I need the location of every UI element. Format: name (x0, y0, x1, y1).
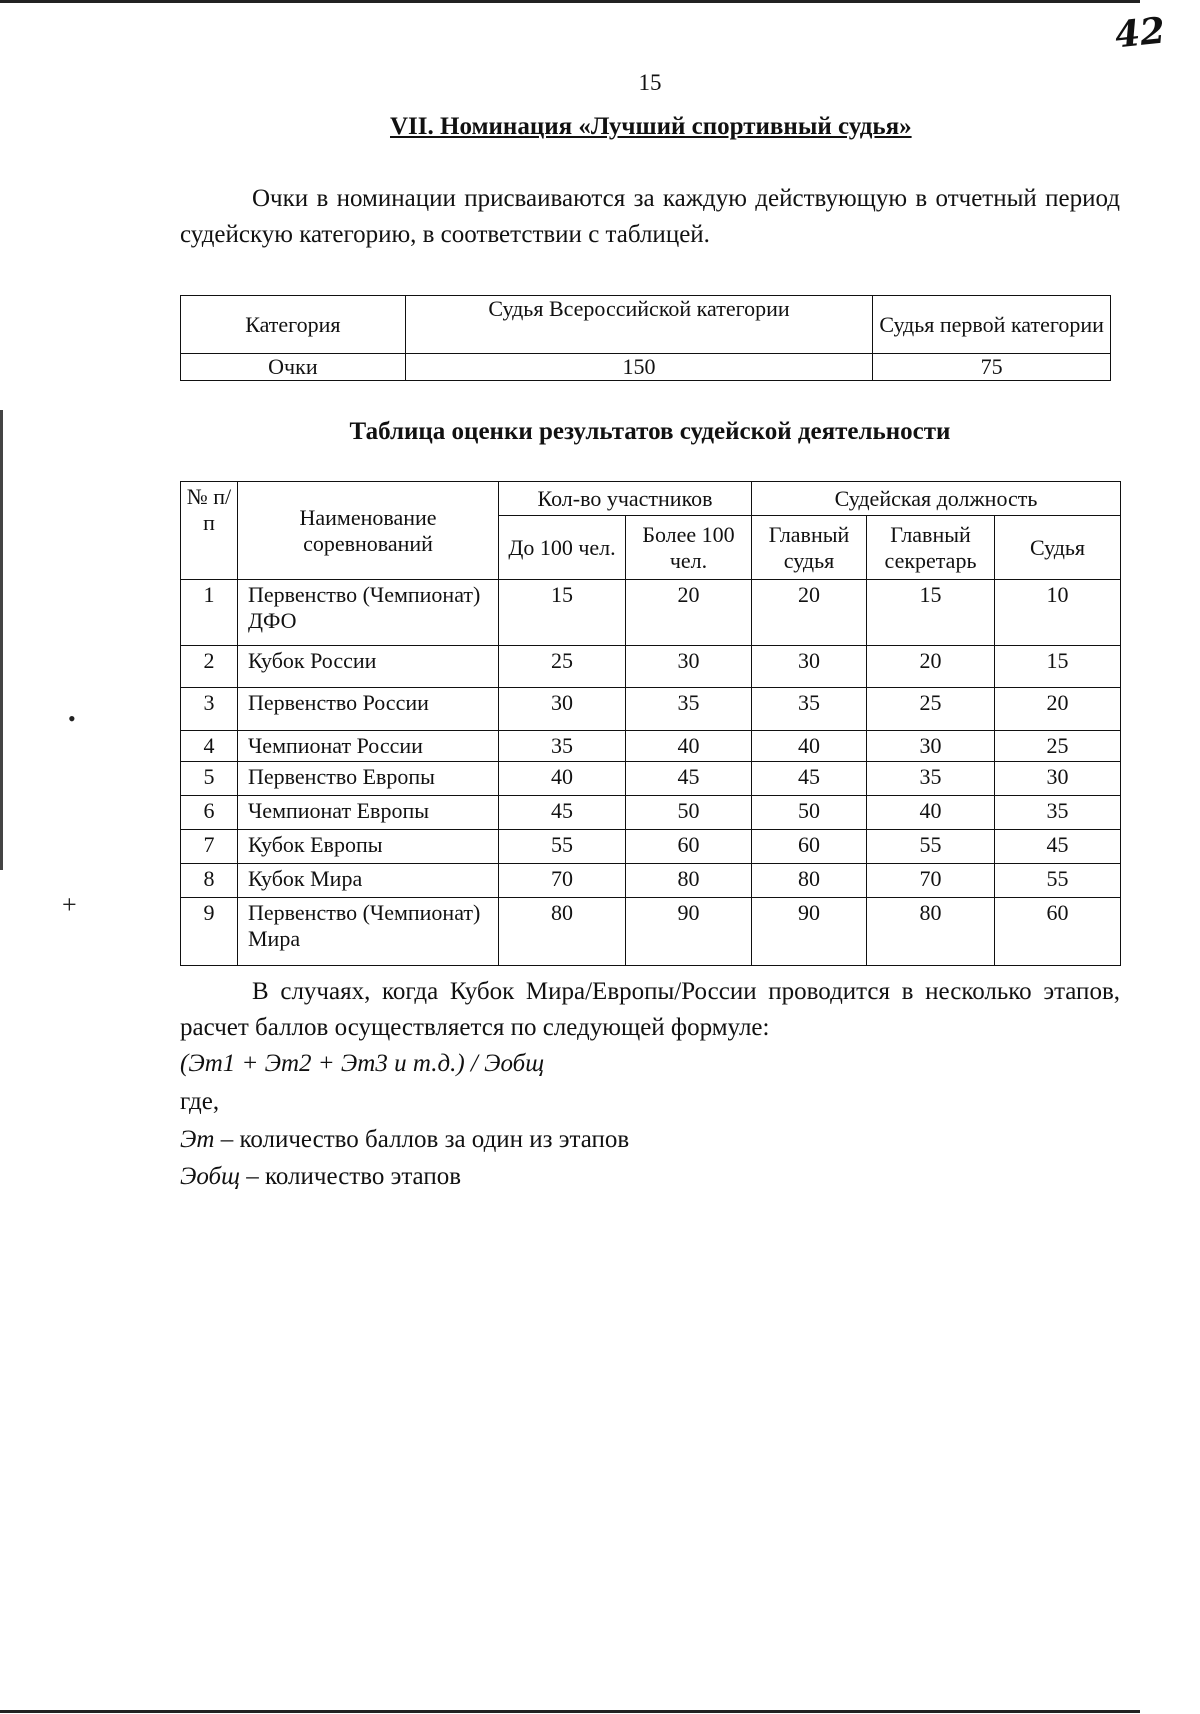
category-header: Категория (181, 296, 406, 354)
page-number: 15 (638, 70, 662, 95)
cell-value: 80 (867, 898, 995, 966)
definition-stage-count (180, 1163, 461, 1191)
cell-value: 15 (867, 580, 995, 646)
cell-value: 40 (867, 796, 995, 830)
competition-name: Кубок Мира (238, 864, 499, 898)
cell-value: 90 (626, 898, 752, 966)
col-number-header: № п/п (181, 482, 238, 580)
cell-value: 20 (626, 580, 752, 646)
points-first-category: 75 (873, 354, 1111, 381)
cell-value: 55 (995, 864, 1121, 898)
position-group-header: Судейская должность (752, 482, 1121, 516)
cell-value: 35 (867, 762, 995, 796)
first-category-header: Судья первой категории (873, 296, 1111, 354)
table-row (181, 646, 1121, 688)
cell-value: 40 (752, 731, 867, 762)
row-number: 6 (181, 796, 238, 830)
sub-header-chief-secretary: Главный секретарь (867, 516, 995, 580)
cell-value: 50 (752, 796, 867, 830)
cell-value: 25 (995, 731, 1121, 762)
cell-value: 40 (626, 731, 752, 762)
cell-value: 30 (499, 688, 626, 731)
competition-name: Первенство (Чемпионат) Мира (238, 898, 499, 966)
scan-speck: • (68, 706, 76, 731)
cell-value: 70 (499, 864, 626, 898)
definition-term: Эт (180, 1126, 215, 1153)
row-number: 4 (181, 731, 238, 762)
cell-value: 50 (626, 796, 752, 830)
cell-value: 30 (995, 762, 1121, 796)
sub-header-over-100: Более 100 чел. (626, 516, 752, 580)
scan-left-edge (0, 410, 3, 870)
cell-value: 45 (995, 830, 1121, 864)
intro-paragraph: Очки в номинации присваиваются за каждую действующую в отчетный период судейскую категорию, в соответствии с таблицей. (180, 185, 1120, 248)
cell-value: 30 (867, 731, 995, 762)
evaluation-table-title: Таблица оценки результатов судейской деятельности (349, 418, 951, 445)
competition-name: Чемпионат Европы (238, 796, 499, 830)
cell-value: 10 (995, 580, 1121, 646)
col-name-header: Наименование соревнований (238, 482, 499, 580)
section-heading: VII. Номинация «Лучший спортивный судья» (390, 113, 912, 140)
cell-value: 15 (995, 646, 1121, 688)
cell-value: 60 (626, 830, 752, 864)
row-number: 8 (181, 864, 238, 898)
cell-value: 30 (752, 646, 867, 688)
cell-value: 35 (995, 796, 1121, 830)
cell-value: 35 (752, 688, 867, 731)
table-row (181, 731, 1121, 762)
cell-value: 20 (867, 646, 995, 688)
cell-value: 60 (995, 898, 1121, 966)
definition-stage-points (180, 1126, 629, 1154)
cell-value: 55 (867, 830, 995, 864)
row-number: 5 (181, 762, 238, 796)
sub-header-chief-judge: Главный судья (752, 516, 867, 580)
cell-value: 80 (626, 864, 752, 898)
cell-value: 45 (752, 762, 867, 796)
competition-name: Кубок России (238, 646, 499, 688)
table-row (181, 796, 1121, 830)
cell-value: 55 (499, 830, 626, 864)
points-label: Очки (181, 354, 406, 381)
competition-name: Первенство (Чемпионат) ДФО (238, 580, 499, 646)
competition-name: Первенство Европы (238, 762, 499, 796)
table-row (181, 830, 1121, 864)
table-row (181, 864, 1121, 898)
cell-value: 90 (752, 898, 867, 966)
cell-value: 20 (752, 580, 867, 646)
row-number: 7 (181, 830, 238, 864)
sub-header-up-to-100: До 100 чел. (499, 516, 626, 580)
cell-value: 20 (995, 688, 1121, 731)
cell-value: 45 (499, 796, 626, 830)
table-row (181, 688, 1121, 731)
cell-value: 45 (626, 762, 752, 796)
cell-value: 80 (499, 898, 626, 966)
cell-value: 35 (626, 688, 752, 731)
all-russian-header: Судья Всероссийской категории (405, 296, 872, 354)
definition-text: – количество этапов (240, 1163, 462, 1190)
definition-term: Эобщ (180, 1163, 240, 1190)
formula: (Эт1 + Эт2 + Эт3 и т.д.) / Эобщ (180, 1050, 545, 1077)
cell-value: 25 (499, 646, 626, 688)
handwritten-page-number: 42 (1112, 9, 1168, 57)
sub-header-judge: Судья (995, 516, 1121, 580)
row-number: 1 (181, 580, 238, 646)
row-number: 9 (181, 898, 238, 966)
cell-value: 15 (499, 580, 626, 646)
row-number: 2 (181, 646, 238, 688)
cell-value: 25 (867, 688, 995, 731)
row-number: 3 (181, 688, 238, 731)
stages-paragraph: В случаях, когда Кубок Мира/Европы/России проводится в несколько этапов, расчет баллов осуществляется по следующей формуле: (180, 978, 1120, 1041)
competition-name: Первенство России (238, 688, 499, 731)
cell-value: 80 (752, 864, 867, 898)
table-row (181, 898, 1121, 966)
scan-top-border (0, 0, 1140, 3)
scan-bottom-border (0, 1710, 1140, 1713)
where-label: где, (180, 1088, 220, 1115)
competition-name: Чемпионат России (238, 731, 499, 762)
scan-speck: + (62, 890, 77, 919)
competition-name: Кубок Европы (238, 830, 499, 864)
evaluation-table (180, 481, 1121, 966)
cell-value: 35 (499, 731, 626, 762)
table-row (181, 762, 1121, 796)
cell-value: 40 (499, 762, 626, 796)
cell-value: 70 (867, 864, 995, 898)
category-table (180, 295, 1111, 381)
cell-value: 60 (752, 830, 867, 864)
cell-value: 30 (626, 646, 752, 688)
table-row (181, 580, 1121, 646)
points-all-russian: 150 (405, 354, 872, 381)
definition-text: – количество баллов за один из этапов (214, 1126, 630, 1153)
participants-group-header: Кол-во участников (499, 482, 752, 516)
